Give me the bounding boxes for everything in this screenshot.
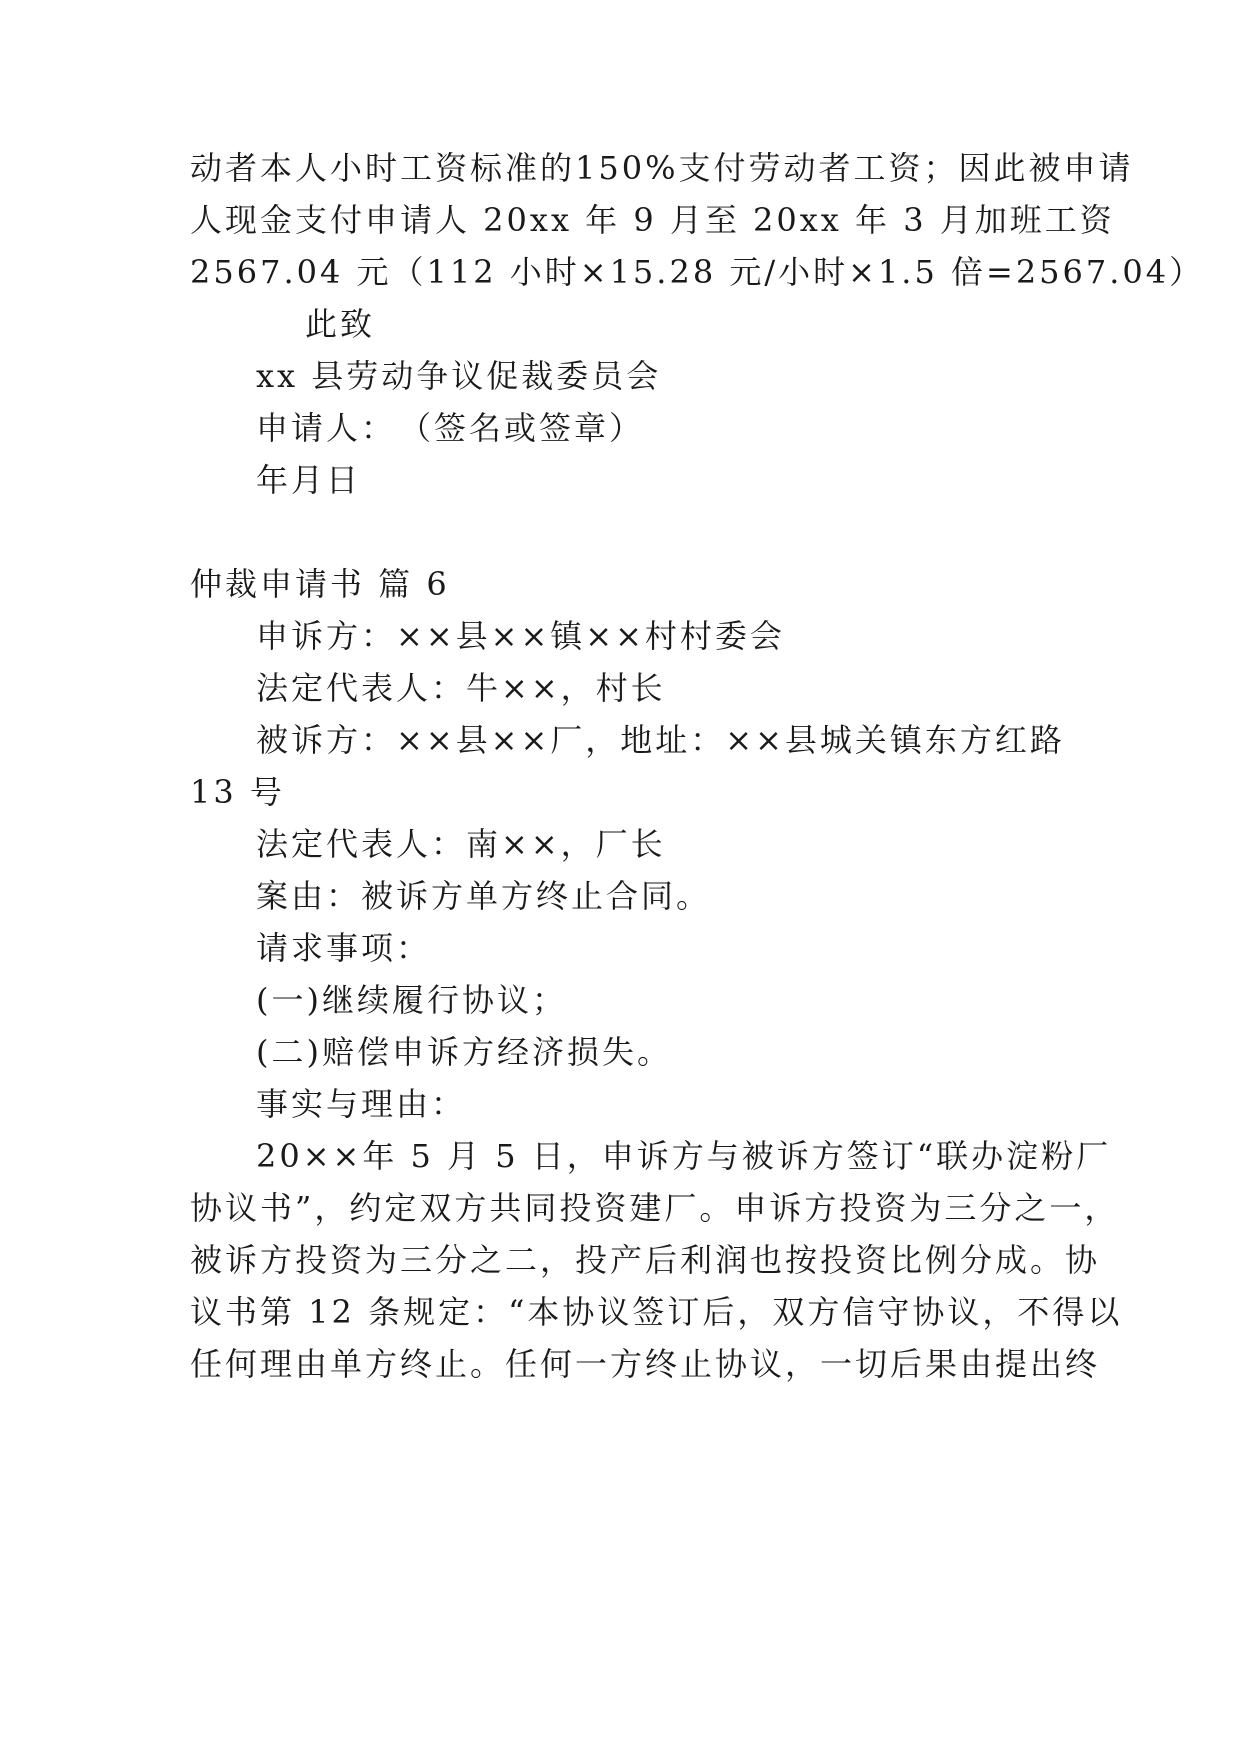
complainant-representative: 法定代表人：牛××，村长 [256,669,666,707]
facts-paragraph-line: 协议书”，约定双方共同投资建厂。申诉方投资为三分之一， [190,1189,1120,1227]
text-line: 动者本人小时工资标准的150%支付劳动者工资；因此被申请 [190,149,1134,187]
respondent: 被诉方：××县××厂，地址：××县城关镇东方红路 [256,721,1065,759]
respondent-continued: 13 号 [190,773,285,811]
respondent-representative: 法定代表人：南××，厂长 [256,825,666,863]
recipient: xx 县劳动争议促裁委员会 [256,357,662,395]
claim-item: (二)赔偿申诉方经济损失。 [256,1033,672,1071]
section-title: 仲裁申请书 篇 6 [190,565,450,603]
facts-paragraph-line: 议书第 12 条规定：“本协议签订后，双方信守协议，不得以 [190,1293,1123,1331]
salutation: 此致 [305,305,376,343]
facts-heading: 事实与理由： [256,1085,467,1123]
date-line: 年月日 [256,461,362,499]
signature-line: 申请人： （签名或签章） [256,409,645,447]
facts-paragraph-line: 任何理由单方终止。任何一方终止协议，一切后果由提出终 [190,1345,1101,1383]
claim-item: (一)继续履行协议； [256,981,567,1019]
case-cause: 案由：被诉方单方终止合同。 [256,877,712,915]
claims-heading: 请求事项： [256,929,432,967]
complainant: 申诉方：××县××镇××村村委会 [256,617,785,655]
facts-paragraph-line: 20××年 5 月 5 日，申诉方与被诉方签订“联办淀粉厂 [256,1137,1112,1175]
text-line: 人现金支付申请人 20xx 年 9 月至 20xx 年 3 月加班工资 [190,201,1115,239]
facts-paragraph-line: 被诉方投资为三分之二，投产后利润也按投资比例分成。协 [190,1241,1101,1279]
text-line: 2567.04 元（112 小时×15.28 元/小时×1.5 倍=2567.04） [190,253,1205,291]
